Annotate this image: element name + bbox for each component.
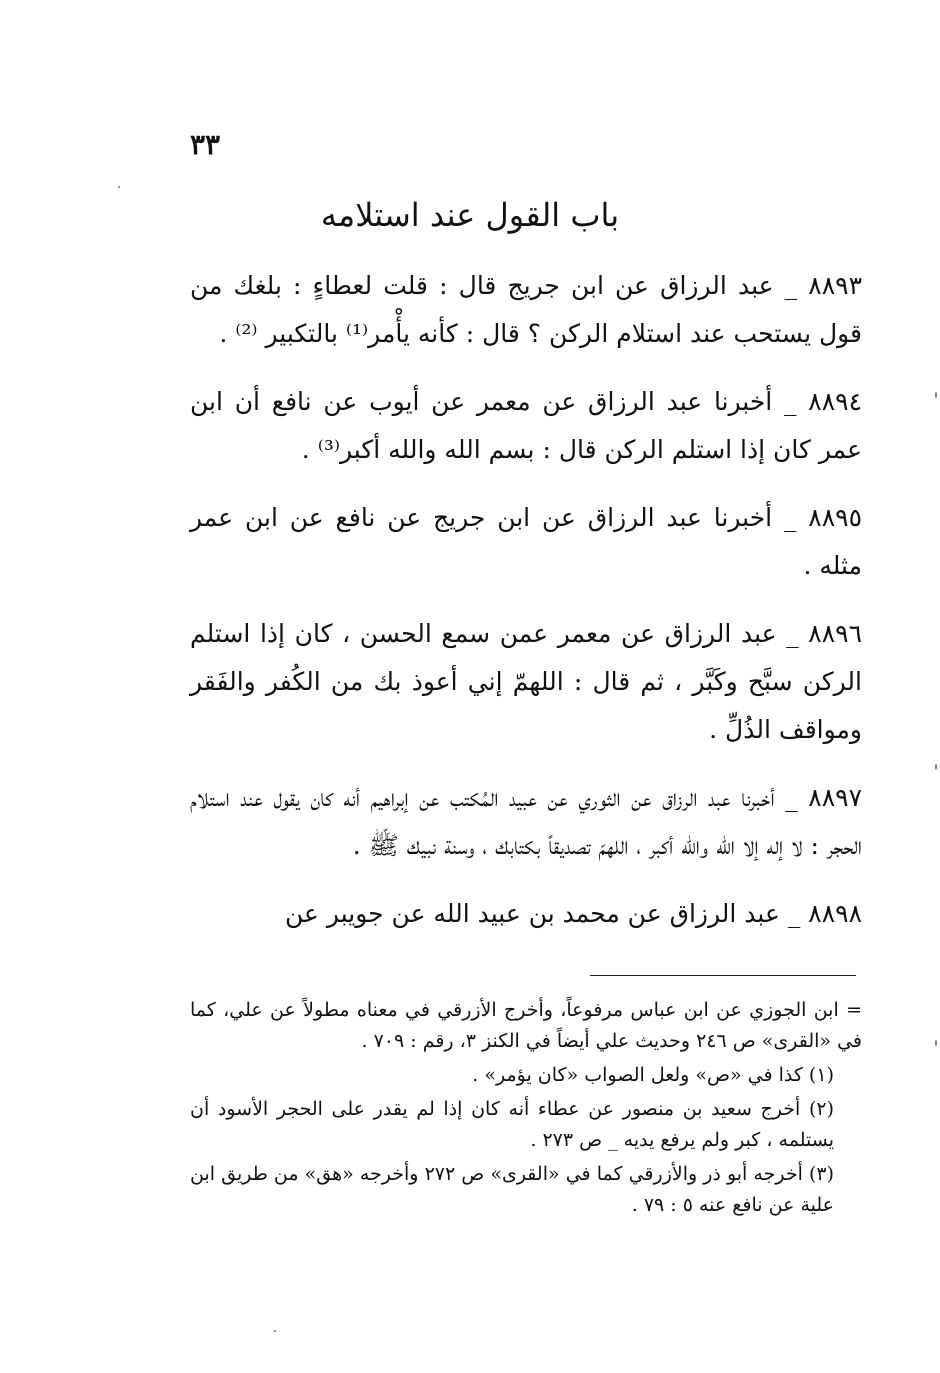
- footnote-1: (١) كذا في «ص» ولعل الصواب «كان يؤمر» .: [472, 1064, 834, 1086]
- hadith-8896: ٨٨٩٦ _ عبد الرزاق عن معمر عمن سمع الحسن ، كان إذا استلم الركن سبَّح وكَبَّر ، ثم قال : اللهمّ إني أعوذ بك من الكُفر والفَقر ومواقف الذُلِّ .: [190, 619, 862, 744]
- scan-speck: [274, 1330, 276, 1332]
- footnote-continuation: = ابن الجوزي عن ابن عباس مرفوعاً، وأخرج الأزرقي في معناه مطولاً عن علي، كما في «القرى» ص ٢٤٦ وحديث علي أيضاً في الكنز ٣، رقم : ٧٠٩ .: [190, 999, 862, 1052]
- main-text: [190, 262, 862, 958]
- hadith-8898: ٨٨٩٨ _ عبد الرزاق عن محمد بن عبيد الله عن جويبر عن: [285, 899, 862, 928]
- scan-speck: [118, 186, 120, 188]
- page-number: ٣٣: [190, 128, 221, 161]
- hadith-8897: ٨٨٩٧ _ أخبرنا عبد الرزاق عن الثوري عن عبيد المُكتب عن إبراهيم أنه كان يقول عند استلام الحجر : لا إله إلا الله والله أكبر ، اللهمّ تصديقاً بكتابك ، وسنة نبيك ﷺ .: [190, 783, 862, 860]
- footnotes: [190, 995, 862, 1224]
- hadith-8895: ٨٨٩٥ _ أخبرنا عبد الرزاق عن ابن جريج عن نافع عن ابن عمر مثله .: [190, 503, 862, 580]
- hadith-8894: ٨٨٩٤ _ أخبرنا عبد الرزاق عن معمر عن أيوب عن نافع أن ابن عمر كان إذا استلم الركن قال : بسم الله والله أكبر⁽³⁾ .: [190, 387, 862, 464]
- footnote-2: (٢) أخرج سعيد بن منصور عن عطاء أنه كان إذا لم يقدر على الحجر الأسود أن يستلمه ، كبر ولم يرفع يديه _ ص ٢٧٣ .: [190, 1098, 834, 1151]
- chapter-title: باب القول عند استلامه: [320, 196, 620, 234]
- footnote-3: (٣) أخرجه أبو ذر والأزرقي كما في «القرى» ص ٢٧٢ وأخرجه «هق» من طريق ابن علية عن نافع عنه ٥ : ٧٩ .: [190, 1163, 834, 1216]
- hadith-8893: ٨٨٩٣ _ عبد الرزاق عن ابن جريج قال : قلت لعطاءٍ : بلغك من قول يستحب عند استلام الركن ؟ قال : كأنه يأْمر⁽¹⁾ بالتكبير ⁽²⁾ .: [190, 271, 862, 348]
- footnote-separator: [590, 975, 856, 976]
- scan-speck: [935, 764, 937, 770]
- scan-speck: [935, 1040, 937, 1046]
- scan-speck: [935, 392, 937, 398]
